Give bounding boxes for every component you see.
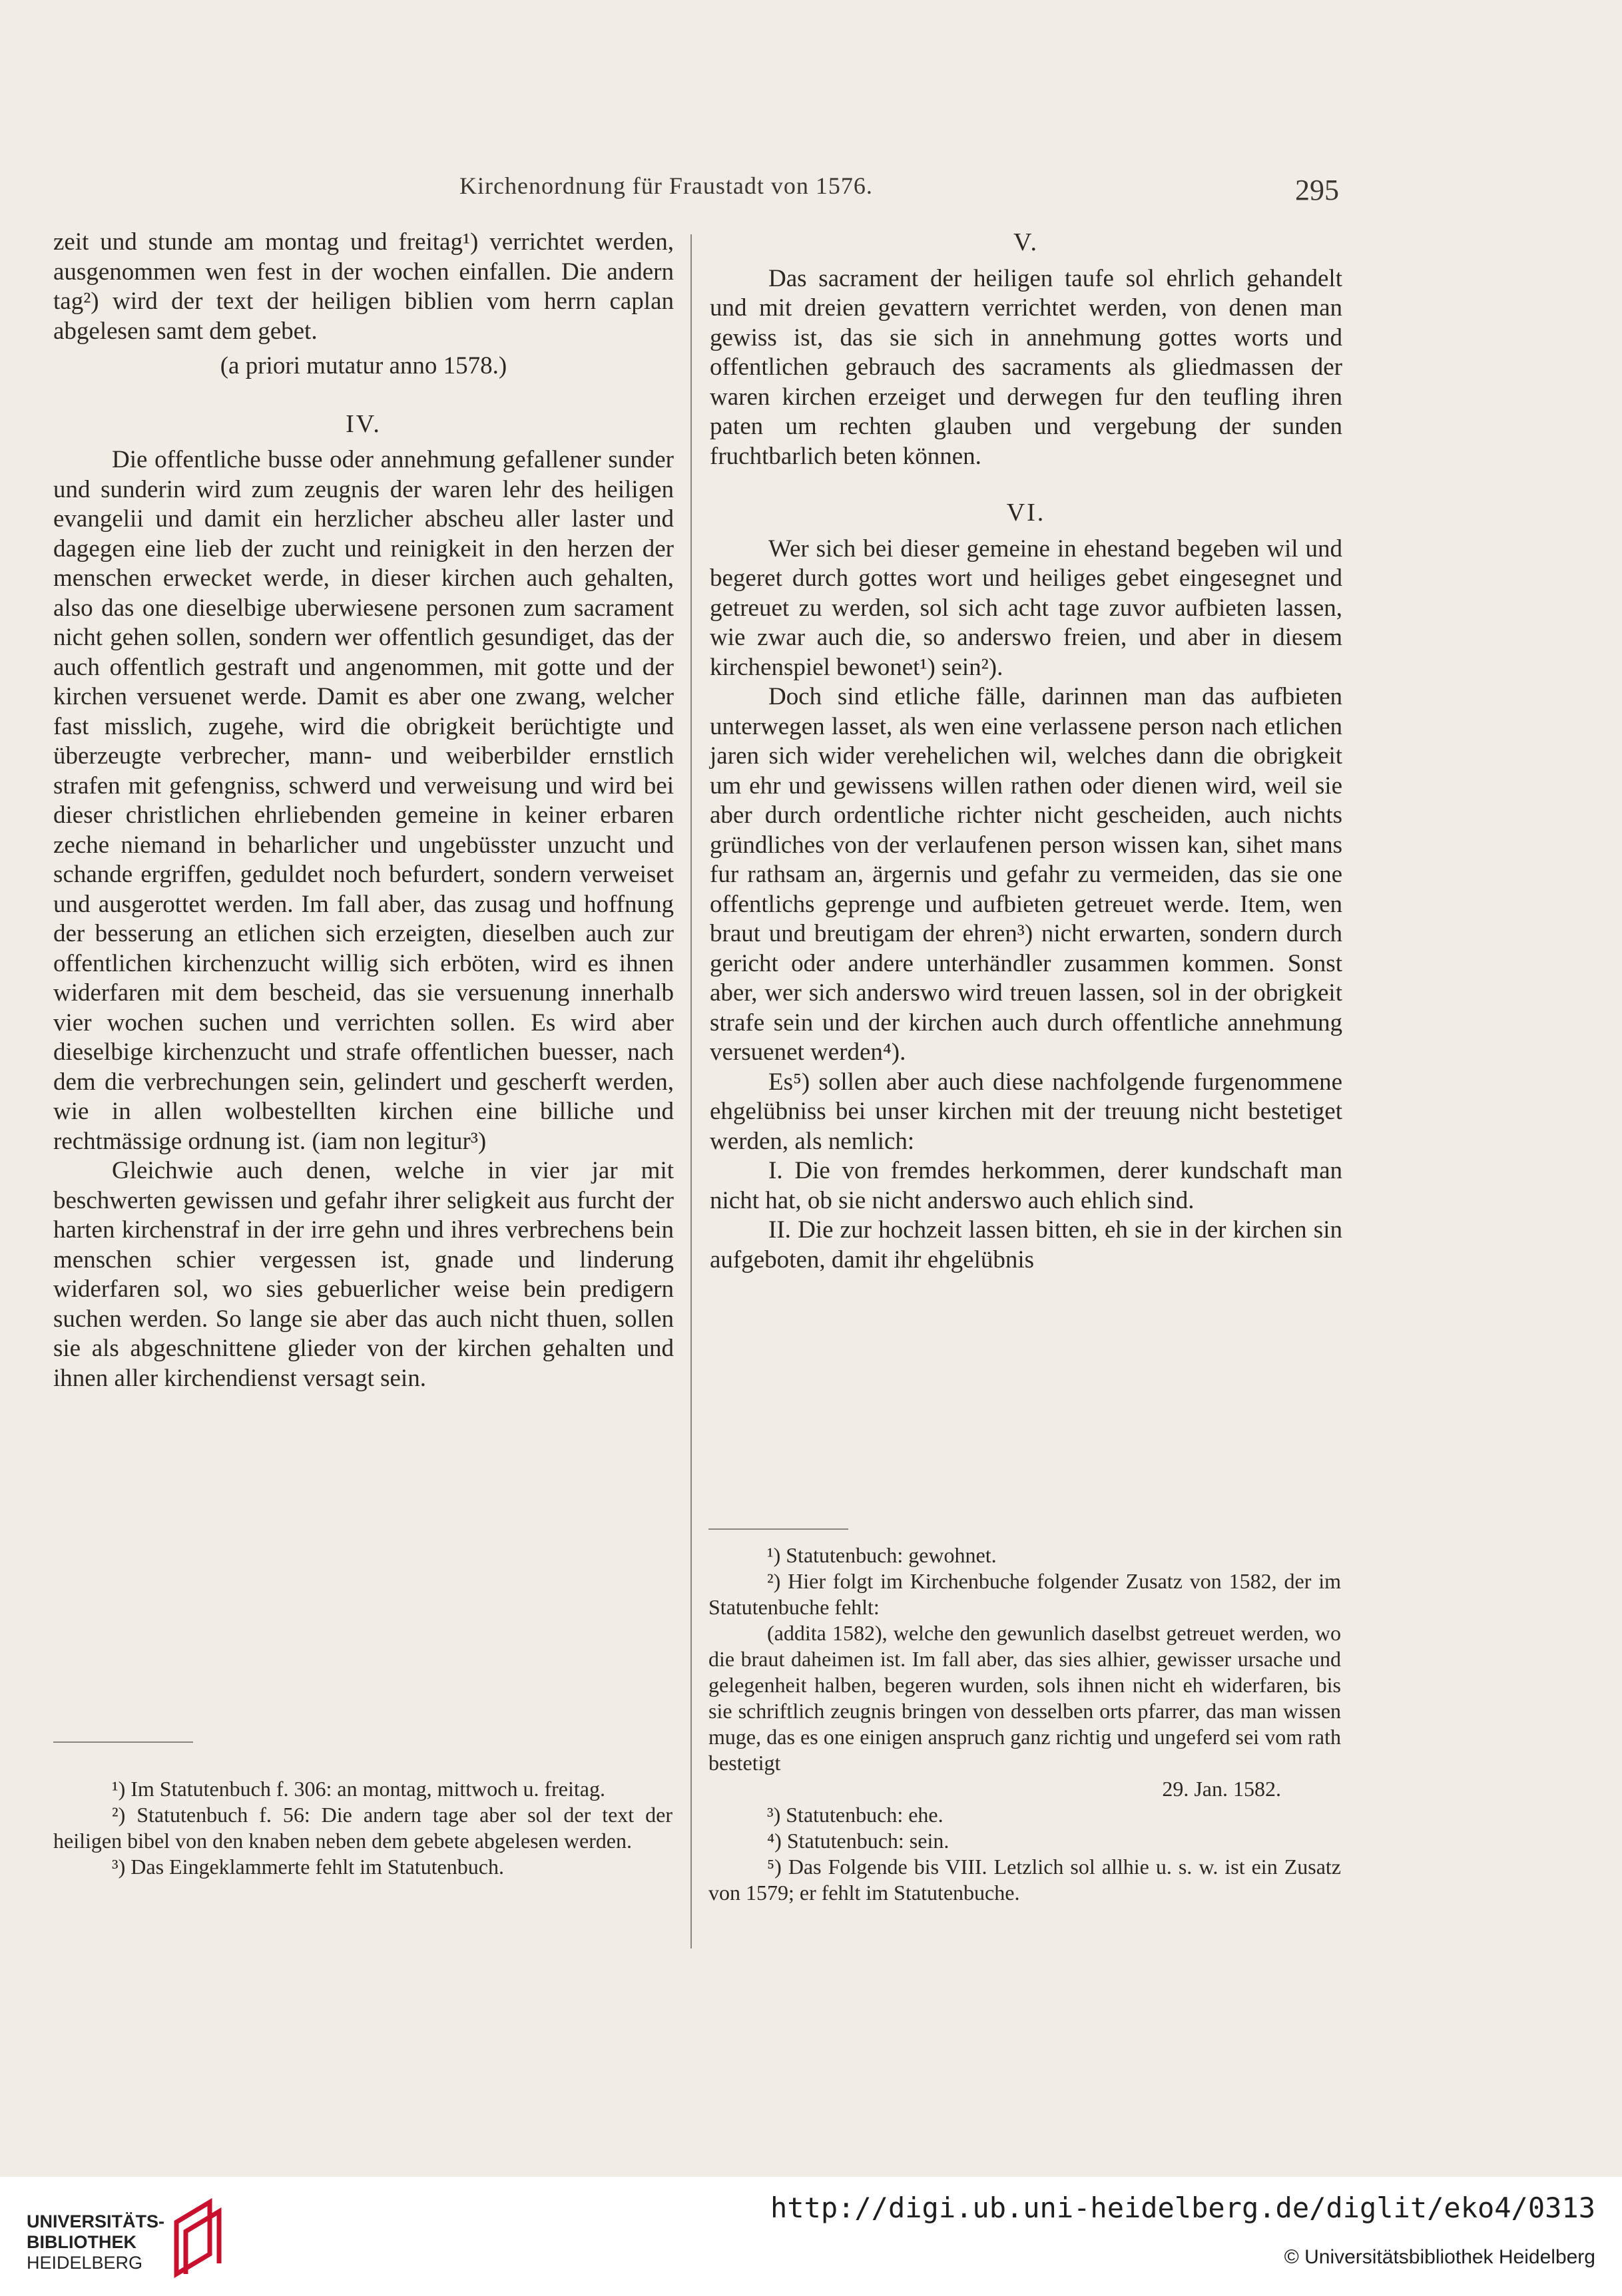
- library-logo-icon: [163, 2195, 230, 2282]
- right-footnotes: [708, 1542, 1341, 1906]
- footnote-rule: [708, 1528, 848, 1530]
- footnote-quote: (addita 1582), welche den gewunlich daselbst getreuet werden, wo die braut daheimen ist. Im fall aber, das sies alhier, gewisser ursache und gelegenheit halben, begeren wurden, sols ihnen nicht eh widerfaren, bis sie schriftlich zeugnis bringen von desselben orts pfarrer, das man wissen muge, das es one einigen anspruch ganz richtig und ungeferd sei vom rath bestetigt: [708, 1621, 1341, 1775]
- paragraph-note: (a priori mutatur anno 1578.): [220, 352, 507, 379]
- copyright-notice: © Universitätsbibliothek Heidelberg: [1284, 2246, 1595, 2268]
- running-head: Kirchenordnung für Fraustadt von 1576.: [459, 172, 873, 199]
- logo-line-2: BIBLIOTHEK: [27, 2232, 136, 2252]
- left-footnotes: [53, 1776, 673, 1880]
- footnote: ²) Hier folgt im Kirchenbuche folgender Zusatz von 1582, der im Statutenbuche fehlt:: [708, 1569, 1341, 1619]
- footnote: ²) Statutenbuch f. 56: Die andern tage aber sol der text der heiligen bibel von den knaben neben dem gebete abgelesen werden.: [53, 1803, 673, 1853]
- paragraph: zeit und stunde am montag und freitag¹) verrichtet werden, ausgenommen wen fest in der wochen einfallen. Die andern tag²) wird der text der heiligen biblien vom herrn caplan abgelesen samt dem gebet.: [53, 228, 674, 345]
- left-column: [53, 228, 674, 1393]
- footnote-rule: [53, 1741, 193, 1743]
- section-heading-v: V.: [1013, 228, 1039, 256]
- paragraph: I. Die von fremdes herkommen, derer kundschaft man nicht hat, ob sie nicht anderswo auch ehlich sind.: [710, 1157, 1342, 1214]
- section-heading-vi: VI.: [1006, 499, 1046, 527]
- paragraph: Gleichwie auch denen, welche in vier jar mit beschwerten gewissen und gefahr ihrer seligkeit aus furcht der harten kirchenstraf in der irre gehn und ihres verbrechens bein menschen schier vergessen ist, gnade und linderung widerfaren sol, wo sies gebuerlicher weise bein predigern suchen werden. So lange sie aber das auch nicht thuen, sollen sie als abgeschnittene glieder von der kirchen gehalten und ihnen aller kirchendienst versagt sein.: [53, 1157, 674, 1392]
- page-number: 295: [1295, 174, 1339, 206]
- section-heading-iv: IV.: [346, 409, 382, 438]
- paragraph: Es⁵) sollen aber auch diese nachfolgende furgenommene ehgelübniss bei unser kirchen mit der treuung nicht bestetiget werden, als nemlich:: [710, 1068, 1342, 1155]
- footnote: ⁵) Das Folgende bis VIII. Letzlich sol allhie u. s. w. ist ein Zusatz von 1579; er fehlt im Statutenbuche.: [708, 1855, 1341, 1905]
- footnote: ⁴) Statutenbuch: sein.: [767, 1829, 949, 1853]
- digital-library-link[interactable]: http://digi.ub.uni-heidelberg.de/diglit/eko4/0313: [770, 2191, 1595, 2224]
- footnote: ¹) Im Statutenbuch f. 306: an montag, mittwoch u. freitag.: [112, 1777, 605, 1801]
- paragraph: Doch sind etliche fälle, darinnen man das aufbieten unterwegen lasset, als wen eine verlassene person nach etlichen jaren sich wider verehelichen wil, welches dann die obrigkeit um ehr und gewissens willen rathen oder dienen wird, weil sie aber durch ordentliche richter nicht gescheiden, auch nichts gründliches von der verlaufenen person wissen kan, sihet mans fur rathsam an, ärgernis und gefahr zu vermeiden, das sie one offentlichs geprenge und aufbieten getreuet werde. Item, wen braut und breutigam der ehren³) nicht erwarten, sondern durch gericht oder andere unterhändler zusammen kommen. Sonst aber, wer sich anderswo wird treuen lassen, sol in der obrigkeit strafe sein und der kirchen auch durch offentliche annehmung versuenet werden⁴).: [710, 683, 1342, 1066]
- footnote: ³) Statutenbuch: ehe.: [767, 1803, 944, 1827]
- footnote: ¹) Statutenbuch: gewohnet.: [767, 1543, 997, 1567]
- logo-line-1: UNIVERSITÄTS-: [27, 2211, 165, 2231]
- paragraph: II. Die zur hochzeit lassen bitten, eh sie in der kirchen sin aufgeboten, damit ihr ehgelübnis: [710, 1216, 1342, 1273]
- footer-bar: [0, 2177, 1622, 2296]
- paragraph: Wer sich bei dieser gemeine in ehestand begeben wil und begeret durch gottes wort und heiliges gebet eingesegnet und getreuet zu werden, sol sich acht tage zuvor aufbieten lassen, wie zwar auch die, so anderswo freien, und aber in diesem kirchenspiel bewonet¹) sein²).: [710, 535, 1342, 681]
- right-column: [710, 228, 1342, 1275]
- footnote-date: 29. Jan. 1582.: [1162, 1777, 1281, 1801]
- footnote: ³) Das Eingeklammerte fehlt im Statutenbuch.: [112, 1855, 504, 1879]
- column-divider: [690, 234, 692, 1949]
- paragraph: Die offentliche busse oder annehmung gefallener sunder und sunderin wird zum zeugnis der waren lehr des heiligen evangelii und damit ein herzlicher abscheu aller laster und dagegen eine lieb der zucht und reinigkeit in den herzen der menschen erwecket werde, in dieser kirchen auch gehalten, also das one dieselbige uberwiesene personen zum sacrament nicht gehen sollen, sondern wer offentlich gesundiget, das der auch offentlich gestraft und angenommen, mit gotte und der kirchen versuenet werde. Damit es aber one zwang, welcher fast misslich, zugehe, wird die obrigkeit berüchtigte und überzeugte verbrecher, mann- und weiberbilder ernstlich strafen mit gefengniss, schwerd und verweisung und wird bei dieser christlichen ehrliebenden gemeine in keiner erbaren zeche niemand in beharlicher und ungebüsster unzucht und schande ergriffen, geduldet noch befurdert, sondern verweiset und ausgerottet werden. Im fall aber, das zusag und hoffnung der besserung an etlichen sich erzeigten, dieselben auch zur offentlichen kirchenzucht willig sich erböten, wird es ihnen widerfaren mit dem bescheid, das sie versuenung innerhalb vier wochen suchen und verrichten sollen. Es wird aber dieselbige kirchenzucht und strafe offentlichen buesser, nach dem die verbrechungen sein, gelindert und gescherft werden, wie in allen wolbestellten kirchen eine billiche und rechtmässige ordnung ist. (iam non legitur³): [53, 446, 674, 1155]
- logo-line-3: HEIDELBERG: [27, 2253, 143, 2273]
- library-logo-text: [27, 2211, 164, 2273]
- paragraph: Das sacrament der heiligen taufe sol ehrlich gehandelt und mit dreien gevattern verrichtet werden, von denen man gewiss ist, das sie sich in annehmung gottes worts und offentlichen gebrauch des sacraments als gliedmassen der waren kirchen erzeiget und derwegen fur den teufling ihren paten um rechten glauben und vergebung der sunden fruchtbarlich beten können.: [710, 264, 1342, 470]
